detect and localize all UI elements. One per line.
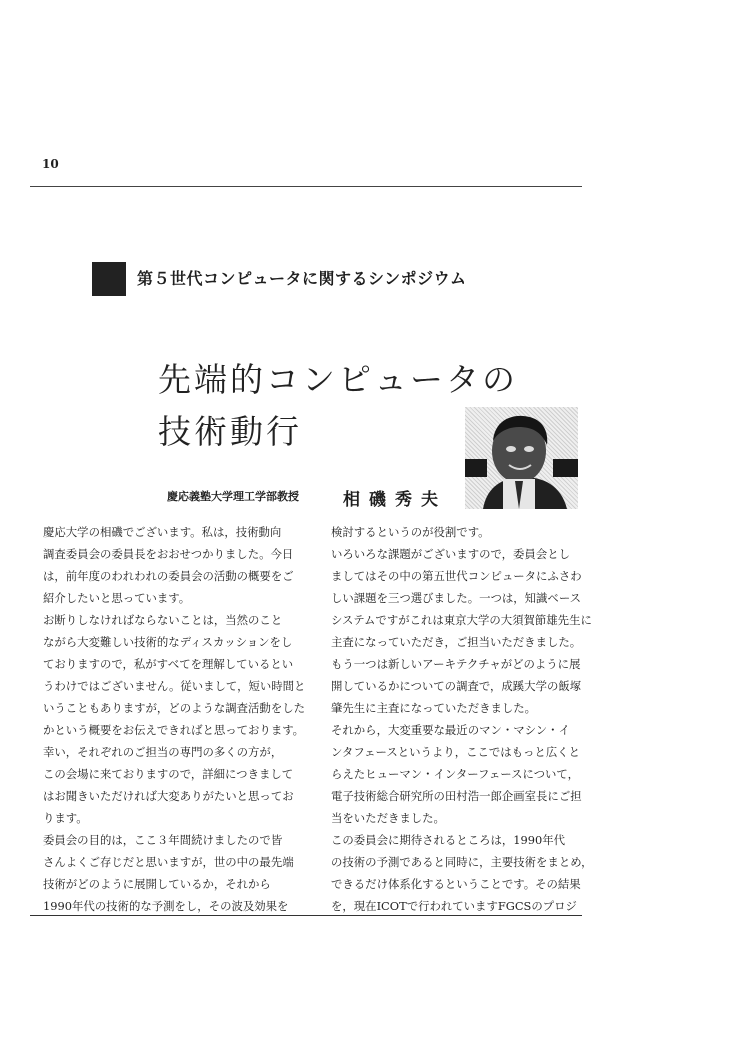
text-line: お断りしなければならないことは，当然のこと	[43, 613, 283, 627]
text-line: 慶応大学の相磯でございます。私は，技術動向	[43, 525, 282, 539]
text-line: 開しているかについての調査で，成蹊大学の飯塚	[331, 679, 582, 693]
text-line: 1990年代の技術的な予測をし，その波及効果を	[43, 899, 289, 913]
text-line: の技術の予測であると同時に，主要技術をまとめ，	[331, 855, 593, 869]
text-line: 当をいただきました。	[331, 811, 445, 825]
series-title: 第５世代コンピュータに関するシンポジウム	[137, 269, 467, 288]
text-line: さんよくご存じだと思いますが，世の中の最先端	[43, 855, 294, 869]
text-line: はお聞きいただければ大変ありがたいと思ってお	[43, 789, 294, 803]
text-line: それから，大変重要な最近のマン・マシン・イ	[331, 723, 570, 737]
text-line: この委員会に期待されるところは，1990年代	[331, 833, 566, 847]
text-line: 電子技術総合研究所の田村浩一郎企画室長にご担	[331, 789, 582, 803]
text-line: システムですがこれは東京大学の大須賀節雄先生に	[331, 613, 592, 627]
series-marker	[92, 262, 126, 296]
text-line: は，前年度のわれわれの委員会の活動の概要をご	[43, 569, 294, 583]
text-line: この会場に来ておりますので，詳細につきまして	[43, 767, 294, 781]
text-line: ましてはその中の第五世代コンピュータにふさわ	[331, 569, 582, 583]
author-affiliation: 慶応義塾大学理工学部教授	[167, 490, 299, 503]
text-line: うわけではございません。従いまして，短い時間と	[43, 679, 306, 693]
text-line: 調査委員会の委員長をおおせつかりました。今日	[43, 547, 294, 561]
body-column-right	[331, 521, 601, 917]
text-line: 肇先生に主査になっていただきました。	[331, 701, 537, 715]
text-line: しい課題を三つ選びました。一つは，知識ベース	[331, 591, 582, 605]
text-line: ておりますので，私がすべてを理解しているとい	[43, 657, 294, 671]
author-photo	[465, 407, 578, 509]
article-title	[158, 354, 518, 458]
text-line: 紹介したいと思っています。	[43, 591, 191, 605]
text-line: ンタフェースというより，ここではもっと広くと	[331, 745, 580, 759]
footer-rule	[30, 915, 582, 916]
text-line: を，現在ICOTで行われていますFGCSのプロジ	[331, 899, 577, 913]
header-rule	[30, 186, 582, 187]
text-line: 幸い，それぞれのご担当の専門の多くの方が，	[43, 745, 283, 759]
text-line: できるだけ体系化するということです。その結果	[331, 877, 581, 891]
article-title-line: 技術動行	[158, 412, 302, 451]
text-line: いうこともありますが，どのような調査活動をした	[43, 701, 305, 715]
text-line: もう一つは新しいアーキテクチャがどのように展	[331, 657, 581, 671]
article-title-line: 先端的コンピュータの	[158, 360, 518, 399]
text-line: ります。	[43, 811, 88, 825]
text-line: 主査になっていただき，ご担当いただきました。	[331, 635, 582, 649]
text-line: 技術がどのように展開しているか，それから	[43, 877, 271, 891]
body-column-left	[43, 521, 313, 917]
text-line: 検討するというのが役割です。	[331, 525, 490, 539]
text-line: 委員会の目的は，ここ３年間続けましたので皆	[43, 833, 283, 847]
text-line: ながら大変難しい技術的なディスカッションをし	[43, 635, 293, 649]
text-line: いろいろな課題がございますので，委員会とし	[331, 547, 570, 561]
text-line: らえたヒューマン・インターフェースについて，	[331, 767, 579, 781]
text-line: かという概要をお伝えできればと思っております。	[43, 723, 305, 737]
author-name: 相磯秀夫	[343, 490, 447, 510]
page-number: 10	[42, 157, 59, 171]
